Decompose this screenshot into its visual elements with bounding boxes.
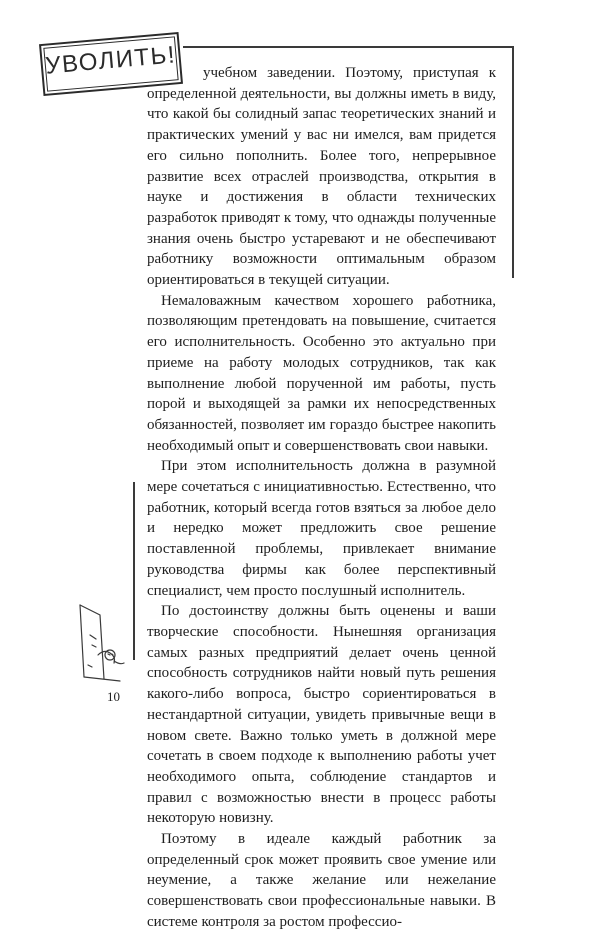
paragraph: При этом исполнительность должна в разумной мере сочетаться с инициативностью. Естественно, что работник, который всегда готов взяться за любое дело и нередко может предложить свое решение поставленной проблемы, привлекает внимание руководства фирмы как более перспективный специалист, чем просто послушный исполнитель. [147,458,496,599]
paragraph: Поэтому в идеале каждый работник за определенный срок может проявить свое умение или неумение, а также желание или нежелание совершенствовать свои профессиональные навыки. В системе контроля за ростом профессио- [147,831,496,930]
frame-right-line [512,46,514,278]
doorway-sketch-illustration [60,595,140,685]
paragraph: учебном заведении. Поэтому, приступая к определенной деятельности, вы должны иметь в виду, что какой бы солидный запас теоретических знаний и практических умений у вас ни имелся, вам придется его сильно пополнить. Более того, непрерывное развитие всех отраслей производства, открытия в науке и достижения в области технических разработок приводят к тому, что однажды полученные знания очень быстро устаревают и не обеспечивают работнику возможности оптимальным образом ориентироваться в текущей ситуации. [147,65,496,289]
body-text [147,63,496,933]
frame-top-line [183,46,513,48]
stamp-text: УВОЛИТЬ! [44,41,178,80]
paragraph: По достоинству должны быть оценены и ваши творческие способности. Нынешняя организация самых разных предприятий делает очень ценной способность сотрудников найти новый путь решения какого-либо вопроса, быстро сориентироваться в нестандартной ситуации, увидеть привычные вещи в новом свете. Важно только уметь в должной мере сочетать в своем подходе к выполнению работы учет необходимого опыта, соблюдение стандартов и правил с возможностью внести в процесс работы некоторую новизну. [147,603,496,827]
paragraph: Немаловажным качеством хорошего работника, позволяющим претендовать на повышение, считается его исполнительность. Особенно это актуально при приеме на работу молодых сотрудников, так как выполнение любой порученной им работы, пусть порой и выходящей за рамки их непосредственных обязанностей, позволяет им гораздо быстрее накопить необходимый опыт и совершенствовать свои навыки. [147,292,496,454]
page-number: 10 [107,689,120,704]
